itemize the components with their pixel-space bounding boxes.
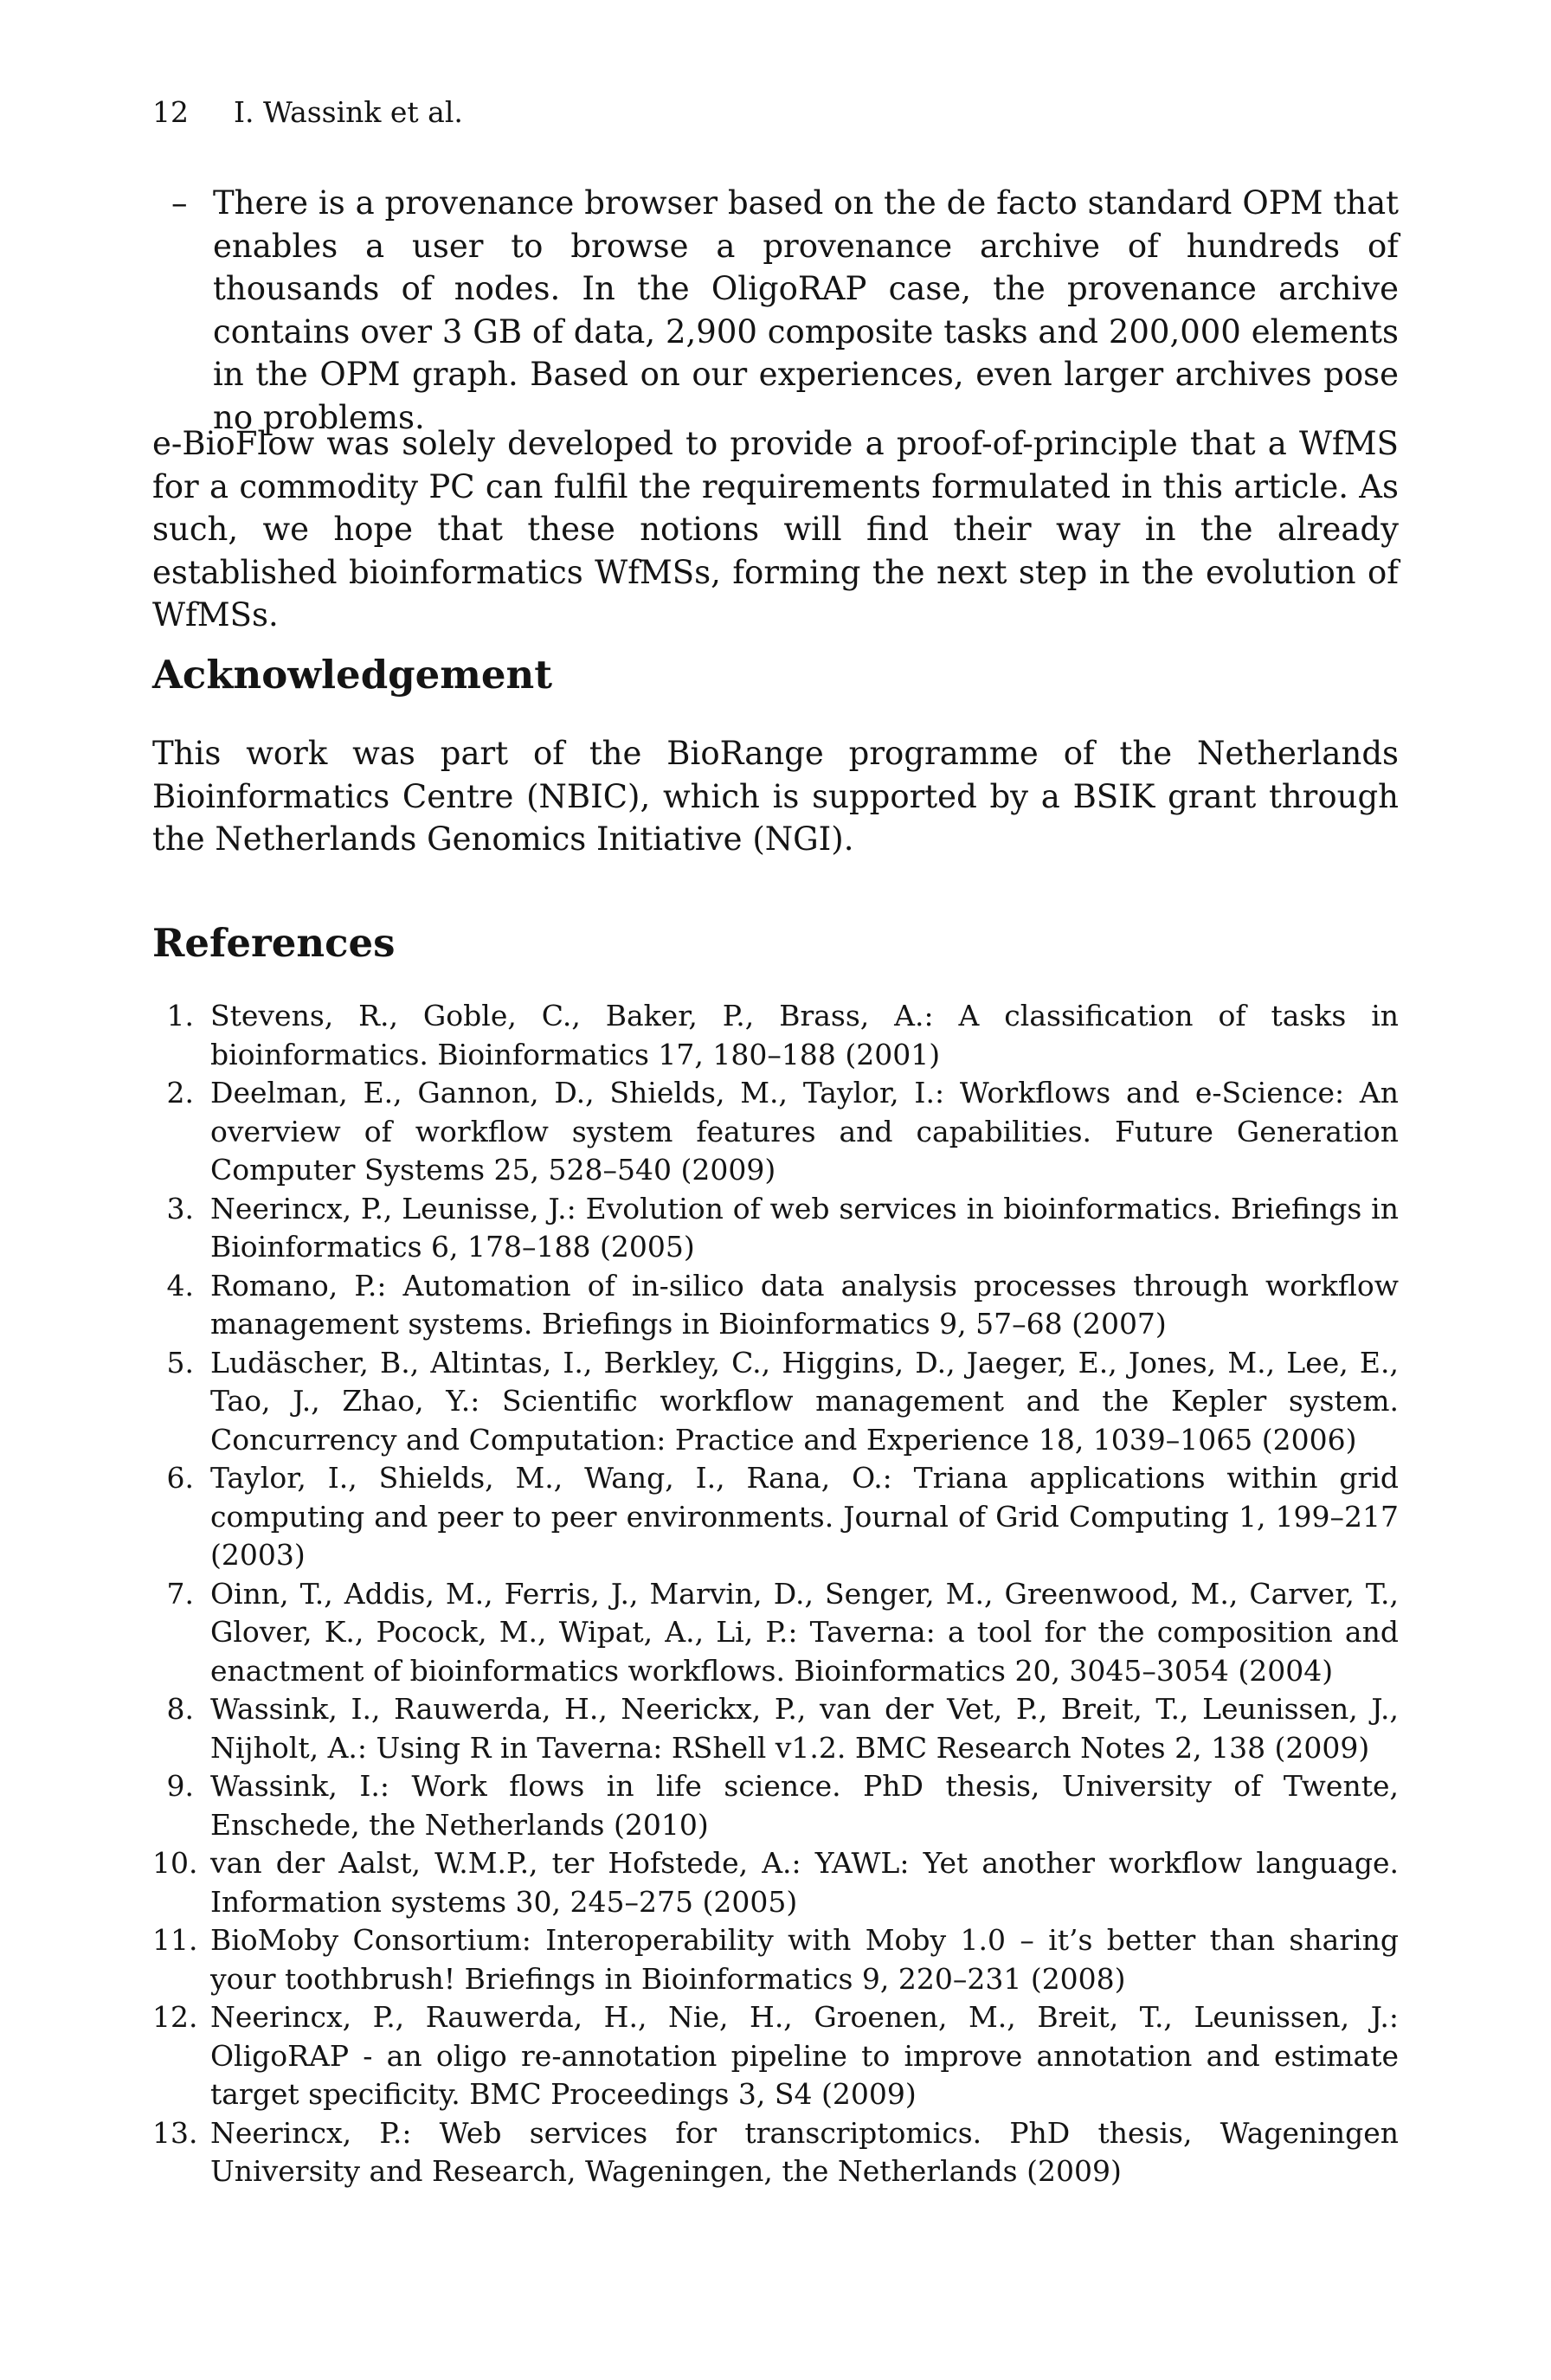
reference-text: Romano, P.: Automation of in-silico data analysis processes through workflow management systems. Briefings in Bioinformatics 9, 57–68 (2007): [210, 1268, 1399, 1341]
reference-number: 1.: [166, 999, 194, 1032]
reference-item-2: [152, 1074, 1399, 1190]
reference-text: BioMoby Consortium: Interoperability with Moby 1.0 – it’s better than sharing your toothbrush! Briefings in Bioinformatics 9, 220–231 (2008): [210, 1923, 1399, 1996]
reference-number: 2.: [166, 1076, 194, 1110]
reference-item-1: [152, 997, 1399, 1074]
reference-text: Neerincx, P., Leunisse, J.: Evolution of web services in bioinformatics. Briefings in Bioinformatics 6, 178–188 (2005): [210, 1191, 1399, 1264]
acknowledgement-text: This work was part of the BioRange programme of the Netherlands Bioinformatics Centre (NBIC), which is supported by a BSIK grant through the Netherlands Genomics Initiative (NGI).: [152, 735, 1399, 858]
reference-item-10: [152, 1844, 1399, 1921]
reference-text: Deelman, E., Gannon, D., Shields, M., Taylor, I.: Workflows and e-Science: An overview of workflow system features and capabilities. Future Generation Computer Systems 25, 528–540 (2009): [210, 1076, 1399, 1187]
reference-number: 3.: [166, 1191, 194, 1225]
running-head-authors: I. Wassink et al.: [234, 95, 463, 129]
reference-text: Wassink, I., Rauwerda, H., Neerickx, P., van der Vet, P., Breit, T., Leunissen, J., Nijholt, A.: Using R in Taverna: RShell v1.2. BMC Research Notes 2, 138 (2009): [210, 1692, 1399, 1765]
reference-number: 11.: [152, 1923, 198, 1957]
reference-text: Neerincx, P.: Web services for transcriptomics. PhD thesis, Wageningen University and Research, Wageningen, the Netherlands (2009): [210, 2115, 1399, 2188]
reference-text: Stevens, R., Goble, C., Baker, P., Brass, A.: A classification of tasks in bioinformatics. Bioinformatics 17, 180–188 (2001): [210, 999, 1399, 1071]
page-number: 12: [152, 95, 189, 129]
reference-number: 4.: [166, 1268, 194, 1303]
reference-text: Neerincx, P., Rauwerda, H., Nie, H., Groenen, M., Breit, T., Leunissen, J.: OligoRAP - an oligo re-annotation pipeline to improve annotation and estimate target specificity. BMC Proceedings 3, S4 (2009): [210, 2000, 1399, 2111]
acknowledgement-heading: Acknowledgement: [152, 652, 552, 698]
reference-item-8: [152, 1690, 1399, 1767]
reference-item-12: [152, 1998, 1399, 2114]
reference-text: Ludäscher, B., Altintas, I., Berkley, C., Higgins, D., Jaeger, E., Jones, M., Lee, E., Tao, J., Zhao, Y.: Scientific workflow management and the Kepler system. Concurrency and Computation: Practice and Experience 18, 1039–1065 (2006): [210, 1345, 1399, 1457]
reference-item-6: [152, 1459, 1399, 1575]
reference-list: [152, 997, 1399, 2191]
reference-item-5: [152, 1344, 1399, 1460]
reference-number: 8.: [166, 1692, 194, 1726]
paragraph-ebioflow: e-BioFlow was solely developed to provide a proof-of-principle that a WfMS for a commodity PC can fulfil the requirements formulated in this article. As such, we hope that these notions will find their way in the already established bioinformatics WfMSs, forming the next step in the evolution of WfMSs.: [152, 425, 1399, 634]
reference-item-4: [152, 1267, 1399, 1344]
reference-number: 6.: [166, 1461, 194, 1495]
reference-text: Taylor, I., Shields, M., Wang, I., Rana, O.: Triana applications within grid computing and peer to peer environments. Journal of Grid Computing 1, 199–217 (2003): [210, 1461, 1399, 1572]
reference-number: 9.: [166, 1769, 194, 1803]
reference-item-9: [152, 1767, 1399, 1844]
reference-item-3: [152, 1190, 1399, 1267]
bullet-dash: –: [171, 184, 188, 222]
reference-item-11: [152, 1921, 1399, 1998]
reference-number: 10.: [152, 1846, 198, 1880]
reference-text: van der Aalst, W.M.P., ter Hofstede, A.: YAWL: Yet another workflow language. Information systems 30, 245–275 (2005): [210, 1846, 1399, 1919]
bullet-item-provenance-browser: [152, 182, 1399, 439]
bullet-text: There is a provenance browser based on the de facto standard OPM that enables a user to browse a provenance archive of hundreds of thousands of nodes. In the OligoRAP case, the provenance archive contains over 3 GB of data, 2,900 composite tasks and 200,000 elements in the OPM graph. Based on our experiences, even larger archives pose no problems.: [213, 184, 1399, 436]
reference-number: 13.: [152, 2115, 198, 2150]
references-heading: References: [152, 920, 396, 966]
reference-number: 5.: [166, 1345, 194, 1380]
reference-item-13: [152, 2114, 1399, 2191]
reference-number: 7.: [166, 1576, 194, 1611]
reference-number: 12.: [152, 2000, 198, 2034]
reference-text: Oinn, T., Addis, M., Ferris, J., Marvin, D., Senger, M., Greenwood, M., Carver, T., Glover, K., Pocock, M., Wipat, A., Li, P.: Taverna: a tool for the composition and enactment of bioinformatics workflows. Bioinformatics 20, 3045–3054 (2004): [210, 1576, 1399, 1688]
running-head: [152, 93, 463, 132]
reference-text: Wassink, I.: Work flows in life science. PhD thesis, University of Twente, Enschede, the Netherlands (2010): [210, 1769, 1399, 1842]
reference-item-7: [152, 1575, 1399, 1691]
